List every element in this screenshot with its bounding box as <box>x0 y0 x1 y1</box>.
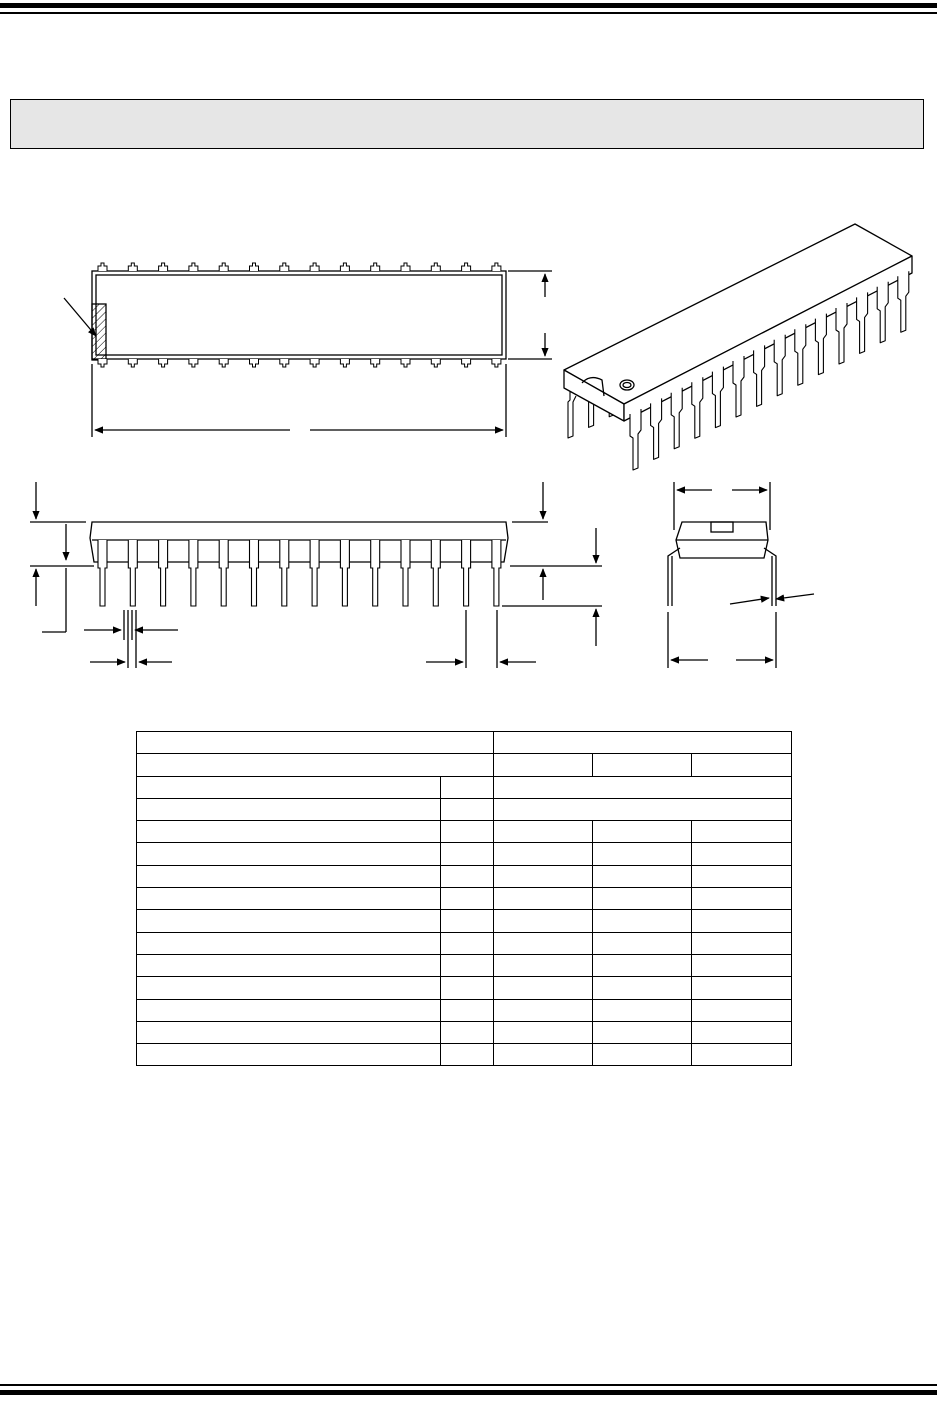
pin <box>98 263 107 271</box>
lead <box>754 345 765 406</box>
lead <box>733 356 744 417</box>
pin <box>128 263 137 271</box>
pin <box>280 263 289 271</box>
top-pins-upper <box>98 263 501 271</box>
table-row <box>137 910 792 932</box>
table-row <box>137 754 792 776</box>
pin <box>431 263 440 271</box>
lead <box>462 540 471 606</box>
lead <box>836 303 847 364</box>
table-row <box>137 932 792 954</box>
pin <box>159 359 168 367</box>
lead <box>189 540 198 606</box>
lead <box>692 377 703 438</box>
pin <box>492 263 501 271</box>
table-row <box>137 999 792 1021</box>
pin <box>340 359 349 367</box>
pin <box>371 263 380 271</box>
lead <box>128 540 137 606</box>
lead <box>371 540 380 606</box>
pin <box>189 263 198 271</box>
pin <box>310 263 319 271</box>
top-view <box>64 263 552 437</box>
lead <box>712 367 723 428</box>
lead <box>310 540 319 606</box>
lead <box>98 540 107 606</box>
pin <box>310 359 319 367</box>
pin <box>219 359 228 367</box>
table-row <box>137 821 792 843</box>
lead <box>795 324 806 385</box>
end-view <box>668 482 814 668</box>
pin <box>189 359 198 367</box>
table-row <box>137 732 792 754</box>
pin <box>371 359 380 367</box>
lead <box>219 540 228 606</box>
table-row <box>137 1044 792 1066</box>
lead <box>401 540 410 606</box>
footer-rule-thick <box>0 1390 937 1395</box>
pin <box>98 359 107 367</box>
lead <box>815 314 826 375</box>
pin <box>492 359 501 367</box>
lead <box>159 540 168 606</box>
table-row <box>137 843 792 865</box>
table-row <box>137 798 792 820</box>
pin <box>159 263 168 271</box>
lead <box>280 540 289 606</box>
side-view <box>30 482 602 668</box>
isometric-view <box>564 224 912 470</box>
table-row <box>137 1021 792 1043</box>
table-row <box>137 954 792 976</box>
lead <box>774 335 785 396</box>
pin <box>431 359 440 367</box>
lead <box>630 409 641 470</box>
pin <box>250 359 259 367</box>
lead <box>250 540 259 606</box>
lead <box>340 540 349 606</box>
pin <box>128 359 137 367</box>
lead <box>857 292 868 353</box>
lead <box>671 388 682 449</box>
pin <box>219 263 228 271</box>
pin1-index-mark <box>92 304 106 360</box>
table-row <box>137 776 792 798</box>
table-row <box>137 977 792 999</box>
pin <box>280 359 289 367</box>
pin <box>462 263 471 271</box>
pin <box>340 263 349 271</box>
pin <box>401 263 410 271</box>
lead <box>651 398 662 459</box>
table-row <box>137 865 792 887</box>
top-pins-lower <box>98 359 501 367</box>
pin <box>250 263 259 271</box>
lead <box>898 271 909 332</box>
lead <box>877 282 888 343</box>
table-row <box>137 888 792 910</box>
footer-rule-thin <box>0 1384 937 1386</box>
dimension-table <box>136 731 792 1066</box>
lead <box>431 540 440 606</box>
pin <box>401 359 410 367</box>
pin <box>462 359 471 367</box>
lead <box>492 540 501 606</box>
